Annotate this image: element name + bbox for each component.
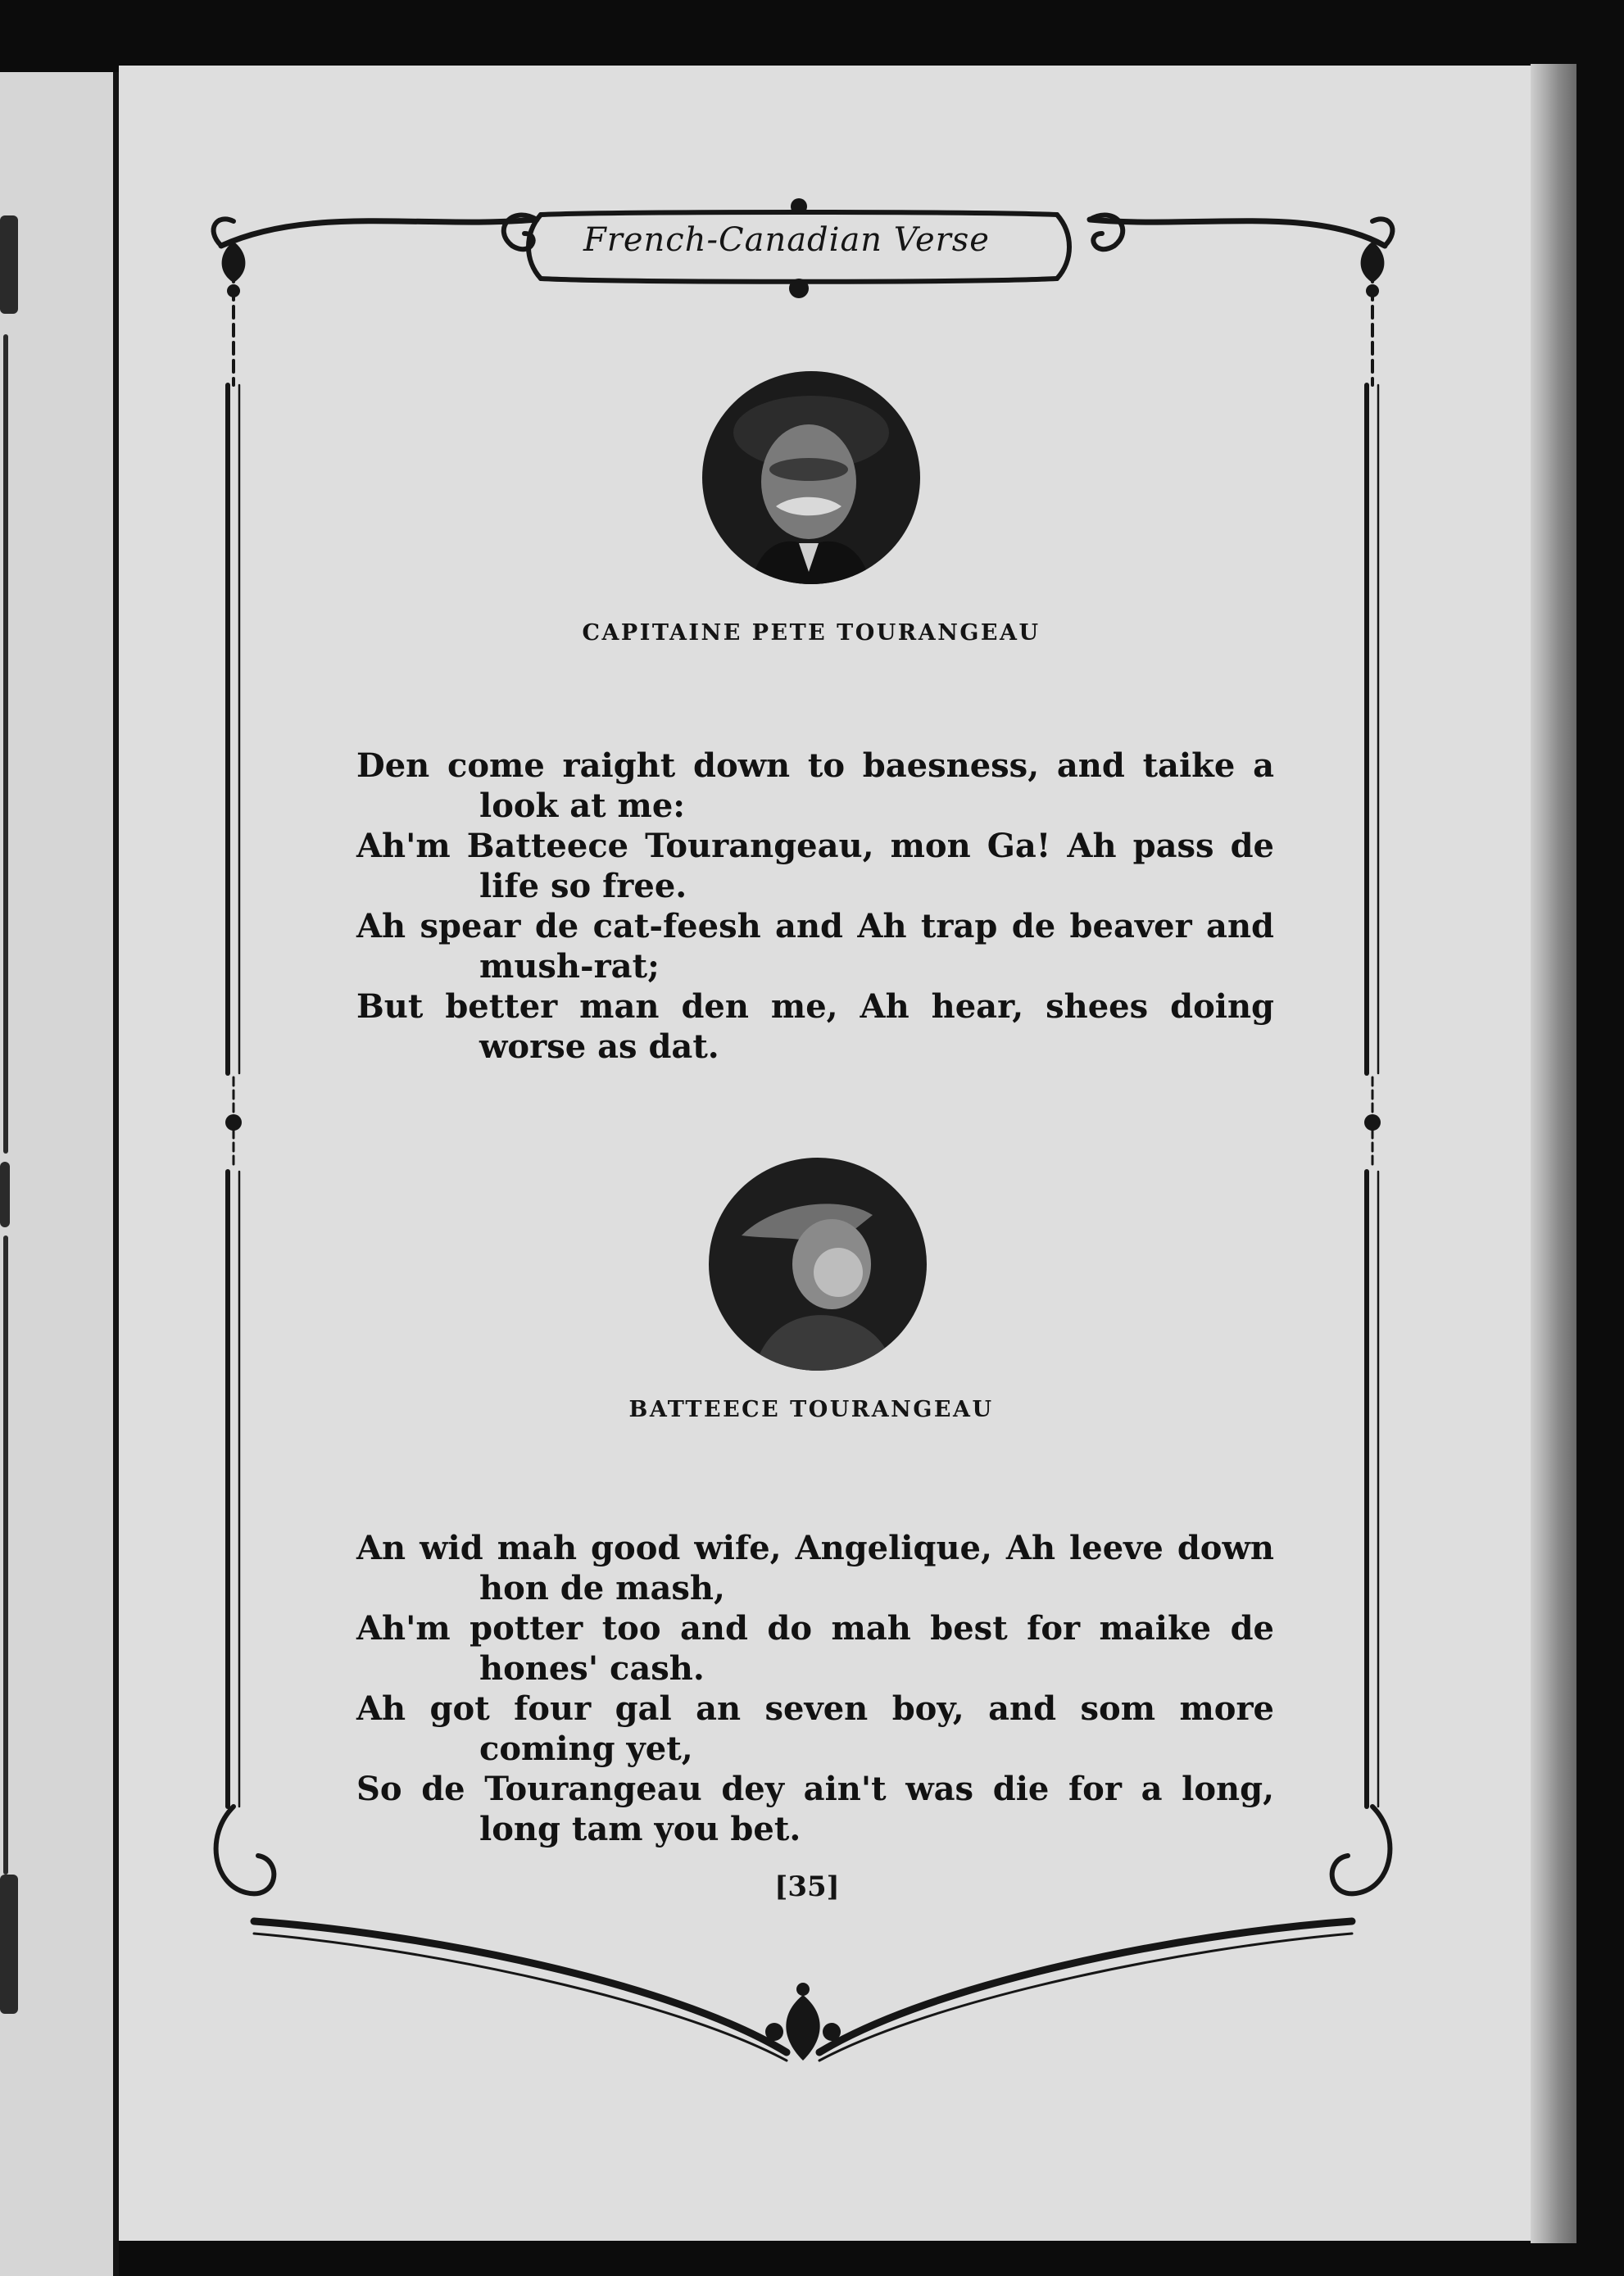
- portrait-caption-capitaine: CAPITAINE PETE TOURANGEAU: [582, 620, 1041, 646]
- portrait-batteece: [709, 1158, 927, 1371]
- portrait-caption-batteece: BATTEECE TOURANGEAU: [628, 1397, 994, 1422]
- verse-line: Ah'm potter too and do mah best for maike de hones' cash.: [356, 1609, 1274, 1688]
- verse-line: Ah spear de cat-feesh and Ah trap de beaver and mush-rat;: [356, 907, 1274, 986]
- portrait-capitaine-pete: [702, 371, 920, 584]
- portrait-image: [709, 1158, 927, 1371]
- verse-line: But better man den me, Ah hear, shees doing worse as dat.: [356, 987, 1274, 1066]
- stanza-1: [356, 746, 1274, 1067]
- running-header: French-Canadian Verse: [583, 221, 990, 259]
- verse-line: Ah'm Batteece Tourangeau, mon Ga! Ah pass de life so free.: [356, 827, 1274, 905]
- verse-line: An wid mah good wife, Angelique, Ah leeve down hon de mash,: [356, 1529, 1274, 1607]
- stanza-2: [356, 1528, 1274, 1849]
- verse-line: Den come raight down to baesness, and taike a look at me:: [356, 746, 1274, 825]
- page-number: [35]: [774, 1870, 840, 1903]
- verse-line: Ah got four gal an seven boy, and som more coming yet,: [356, 1689, 1274, 1768]
- verse-line: So de Tourangeau dey ain't was die for a long, long tam you bet.: [356, 1770, 1274, 1848]
- portrait-image: [702, 371, 920, 584]
